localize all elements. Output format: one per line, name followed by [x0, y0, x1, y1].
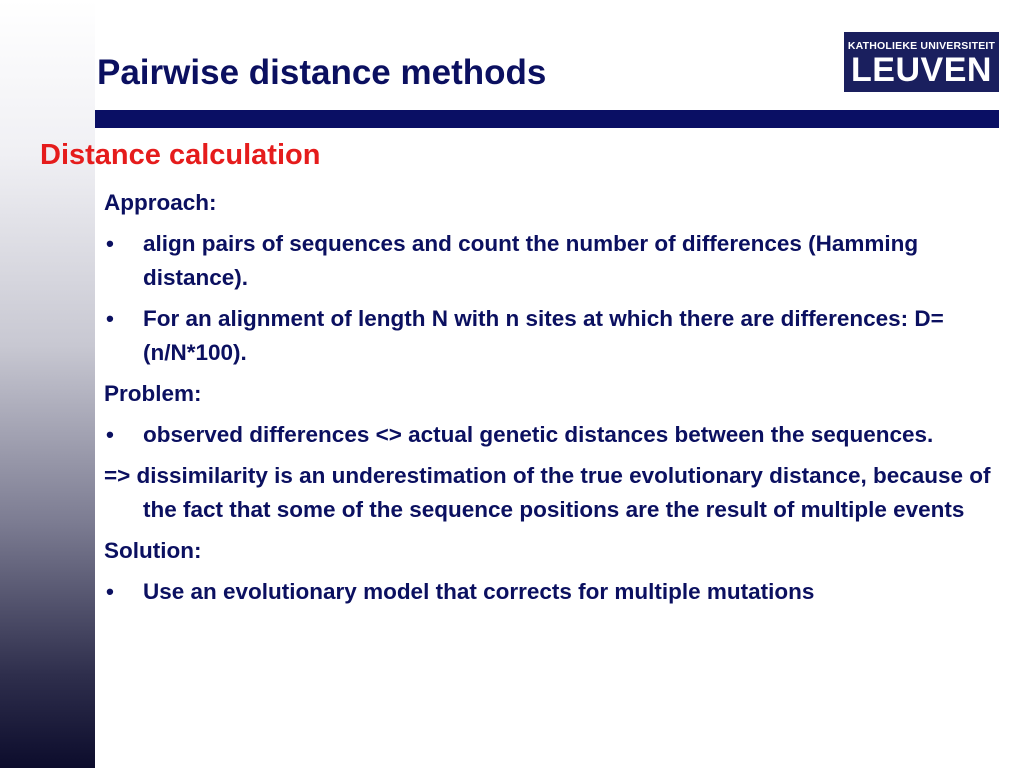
solution-label: Solution:: [104, 538, 202, 563]
bullet-text: observed differences <> actual genetic distances between the sequences.: [143, 422, 934, 447]
problem-label: Problem:: [104, 381, 202, 406]
side-gradient-bar: [0, 0, 95, 768]
logo-line-leuven: LEUVEN: [851, 51, 992, 89]
bullet-text: Use an evolutionary model that corrects for multiple mutations: [143, 579, 815, 604]
bullet-text: align pairs of sequences and count the number of differences (Hamming distance).: [143, 231, 919, 290]
bullet-item: [104, 575, 994, 609]
slide-body: [104, 186, 994, 616]
bullet-text: For an alignment of length N with n sites at which there are differences: D= (n/N*100).: [143, 306, 944, 365]
bullet-icon: •: [106, 231, 114, 256]
approach-label: Approach:: [104, 190, 217, 215]
slide-title: Pairwise distance methods: [97, 53, 547, 92]
bullet-item: [104, 227, 994, 295]
implication-text: => dissimilarity is an underestimation of the true evolutionary distance, because of the fact that some of the sequence positions are the result of multiple events: [104, 463, 991, 522]
section-heading: Distance calculation: [40, 139, 321, 171]
bullet-icon: •: [106, 579, 114, 604]
bullet-item: [104, 302, 994, 370]
logo-line-university: KATHOLIEKE UNIVERSITEIT: [847, 40, 996, 52]
title-rule: [95, 110, 999, 128]
bullet-icon: •: [106, 422, 114, 447]
bullet-item: [104, 418, 994, 452]
university-logo: [844, 32, 999, 92]
bullet-icon: •: [106, 306, 114, 331]
